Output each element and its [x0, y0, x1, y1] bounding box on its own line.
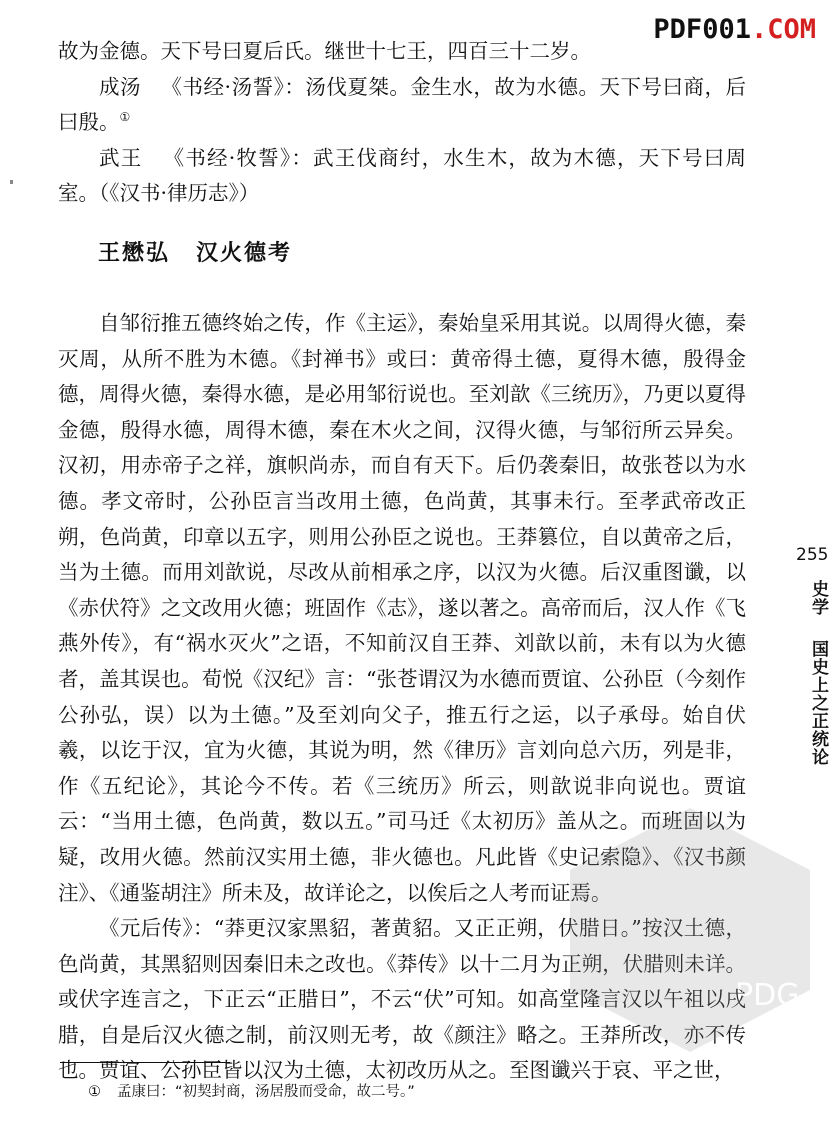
footnote-mark: ①: [88, 1084, 101, 1100]
entry-name: 成汤: [99, 74, 142, 99]
pdg-watermark: [560, 800, 820, 1060]
heading-title: 汉火德考: [196, 240, 293, 266]
entry-chengtang: [58, 70, 746, 141]
entry-wuwang: [58, 141, 746, 212]
logo-text-main: PDF001: [653, 14, 751, 45]
footnote: [88, 1080, 415, 1101]
paragraph: 《元后传》：“莽更汉家黑貂，著黄貂。又正正朔，伏腊日。”按汉土德，色尚黄，其黑貂则因秦旧未之改也。《莽传》以十二月为正朔，伏腊则未详。或伏字连言之，下正云“正腊日”，不云“伏”可知。如高堂隆言汉以午祖以戌腊，自是后汉火德之制，前汉则无考，故《颜注》略之。王莽所改，亦不传也。贾谊、公孙臣皆以汉为土德，太初改历从之。至图谶兴于哀、平之世，: [58, 916, 746, 1083]
section-heading: [98, 236, 292, 267]
footnote-text: 孟康曰：“初契封商，汤居殷而受命，故二号。”: [117, 1084, 415, 1100]
top-section: [58, 34, 746, 212]
footnote-divider: [60, 1062, 230, 1063]
heading-author: 王懋弘: [98, 240, 171, 266]
continued-line: 故为金德。天下号曰夏后氏。继世十七王，四百三十二岁。: [58, 39, 591, 63]
entry-text: 《书经·汤誓》：汤伐夏桀。金生水，故为水德。天下号曰商，后曰殷。: [58, 74, 746, 135]
page-number: 255: [796, 545, 829, 565]
footnote-ref[interactable]: ①: [119, 110, 131, 125]
entry-text: 《书经·牧誓》：武王伐商纣，水生木，故为木德，天下号曰周室。（《汉书·律历志》）: [58, 145, 747, 206]
entry-name: 武王: [99, 145, 143, 170]
scan-speck: [10, 180, 13, 184]
logo-text-domain: .COM: [750, 14, 816, 45]
paragraph: 自邹衍推五德终始之传，作《主运》，秦始皇采用其说。以周得火德，秦灭周，从所不胜为木德。《封禅书》或曰：黄帝得土德，夏得木德，殷得金德，周得火德，秦得水德，是必用邹衍说也。至刘歆《三统历》，乃更以夏得金德，殷得水德，周得木德，秦在木火之间，汉得火德，与邹衍所云异矣。汉初，用赤帝子之祥，旗帜尚赤，而自有天下。后仍袭秦旧，故张苍以为水德。孝文帝时，公孙臣言当改用土德，色尚黄，其事未行。至孝武帝改正朔，色尚黄，印章以五字，则用公孙臣之说也。王莽篡位，自以黄帝之后，当为土德。而用刘歆说，尽改从前相承之序，以汉为火德。后汉重图谶，以《赤伏符》之文改用火德；班固作《志》，遂以著之。高帝而后，汉人作《飞燕外传》，有“祸水灭火”之语，不知前汉自王莽、刘歆以前，未有以为火德者，盖其误也。荀悦《汉纪》言：“张苍谓汉为水德而贾谊、公孙臣（今刻作公孙弘，误）以为土德。”及至刘向父子，推五行之运，以子承母。始自伏羲，以讫于汉，宜为火德，其说为明，然《律历》言刘向总六历，列是非，作《五纪论》，其论今不传。若《三统历》所云，则歆说非向说也。贾谊云：“当用土德，色尚黄，数以五。”司马迁《太初历》盖从之。而班固以为疑，改用火德。然前汉实用土德，非火德也。凡此皆《史记索隐》、《汉书颜注》、《通鉴胡注》所未及，故详论之，以俟后之人考而证焉。: [58, 311, 746, 905]
chapter-label: 国史上之正统论: [808, 640, 828, 766]
section-label: 史学: [808, 580, 828, 616]
watermark-text: PDG: [735, 978, 800, 1013]
